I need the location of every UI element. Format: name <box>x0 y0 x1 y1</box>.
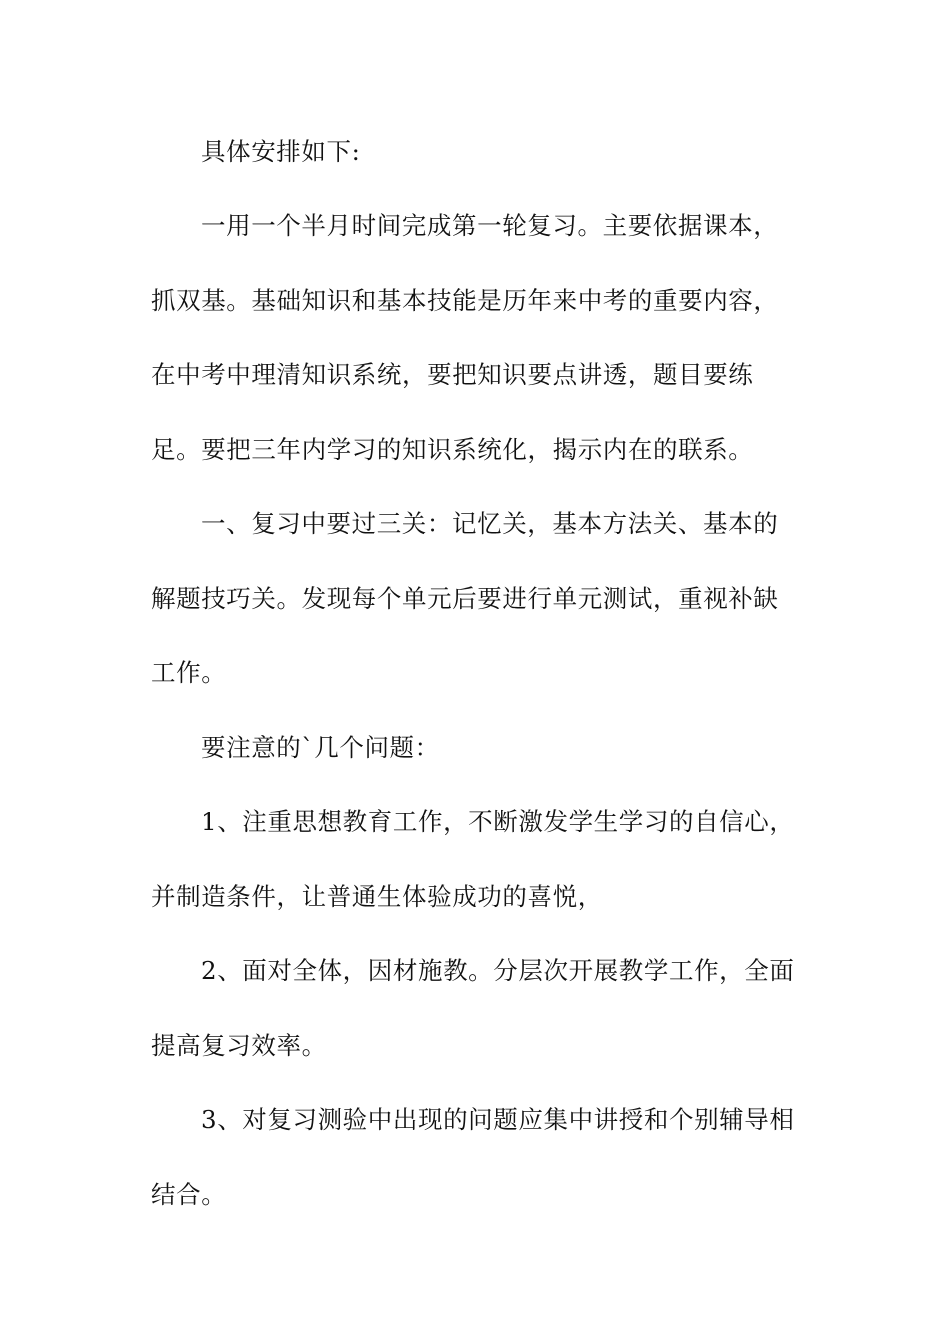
text-line-item-3: 3、对复习测验中出现的问题应集中讲授和个别辅导相 <box>201 1105 795 1134</box>
text-line-schedule-intro: 具体安排如下: <box>201 137 361 166</box>
text-line-three-checkpoints: 一、复习中要过三关：记忆关，基本方法关、基本的 <box>201 509 779 538</box>
text-line-item-1: 1、注重思想教育工作，不断激发学生学习的自信心， <box>201 807 795 836</box>
text-line-knowledge-system: 在中考中理清知识系统，要把知识要点讲透，题目要练 <box>151 360 754 389</box>
text-line-item-2-cont: 提高复习效率。 <box>151 1031 327 1060</box>
text-line-systematize: 足。要把三年内学习的知识系统化，揭示内在的联系。 <box>151 435 754 464</box>
text-line-unit-tests: 解题技巧关。发现每个单元后要进行单元测试，重视补缺 <box>151 584 779 613</box>
text-line-basics: 抓双基。基础知识和基本技能是历年来中考的重要内容， <box>151 286 779 315</box>
text-line-item-1-cont: 并制造条件，让普通生体验成功的喜悦， <box>151 882 603 911</box>
text-line-issues-heading: 要注意的`几个问题： <box>201 733 440 762</box>
text-line-item-3-cont: 结合。 <box>151 1180 227 1209</box>
text-line-item-2: 2、面对全体，因材施教。分层次开展教学工作，全面 <box>201 956 795 985</box>
text-line-first-round-review: 一用一个半月时间完成第一轮复习。主要依据课本， <box>201 211 779 240</box>
text-line-work: 工作。 <box>151 658 227 687</box>
